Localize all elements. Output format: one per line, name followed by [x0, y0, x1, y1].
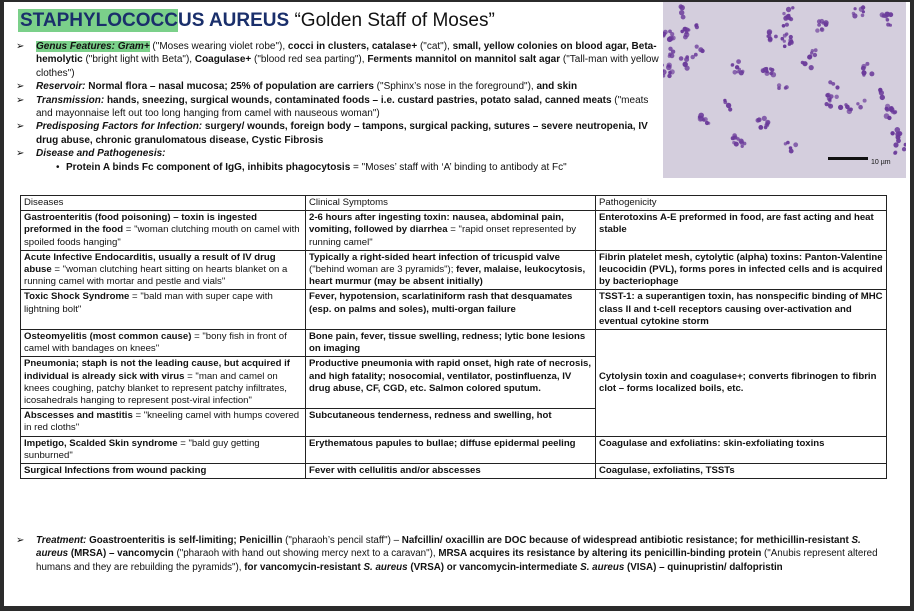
coccus-cell	[667, 37, 673, 43]
scale-bar	[828, 157, 868, 160]
coccus-cell	[723, 100, 727, 104]
arrow-bullet-icon: ➢	[16, 81, 25, 93]
coccus-cell	[767, 34, 771, 38]
coccus-cell	[726, 103, 731, 108]
pathogenicity-text: TSST-1: a superantigen toxin, has nonspecific binding of MHC class II and t-cell receptors causing over-activation and eventual cytokine storm	[599, 291, 883, 327]
coccus-cell	[815, 28, 819, 32]
scale-label: 10 µm	[871, 159, 891, 166]
pathogenicity-text: Coagulase, exfoliatins, TSSTs	[599, 465, 735, 477]
bullet-protein-a	[14, 161, 659, 174]
coccus-cell	[763, 67, 768, 72]
coccus-cell	[854, 7, 857, 10]
disease-name: Impetigo, Scalded Skin syndrome	[24, 437, 178, 449]
coccus-cell	[825, 102, 829, 106]
pathogenicity-cell	[596, 290, 887, 330]
coccus-cell	[889, 106, 893, 110]
coccus-cell	[885, 107, 889, 111]
pathogenicity-text: Enterotoxins A-E preformed in food, are fast acting and heat stable	[599, 212, 874, 236]
disease-name: Surgical Infections from wound packing	[24, 465, 207, 477]
coccus-cell	[762, 116, 767, 121]
coccus-cell	[869, 71, 874, 76]
treatment-bold-4: MRSA acquires its resistance by altering its penicillin-binding protein	[438, 548, 762, 560]
symptoms-cell	[306, 211, 596, 251]
genus-text-2: ("cat"),	[417, 41, 453, 52]
arrow-bullet-icon: ➢	[16, 535, 25, 546]
coccus-cell	[809, 65, 814, 70]
coccus-cell	[861, 5, 865, 9]
disease-name: Gastroenteritis (food poisoning) – toxin is ingested preformed in the food	[24, 212, 257, 236]
coccus-cell	[793, 142, 798, 147]
disease-mnemonic: = "woman clutching heart sitting on hearts blanket on a running camel with mortar and pestle and vials"	[24, 264, 288, 288]
disease-mnemonic: = "bald guy getting sunburned"	[24, 437, 260, 461]
coccus-cell	[886, 18, 890, 22]
coccus-cell	[852, 13, 857, 18]
coccus-cell	[668, 55, 671, 58]
title-nickname: “Golden Staff of Moses”	[294, 10, 495, 31]
genus-text-5: ("Tall-man with yellow clothes")	[36, 54, 659, 79]
coccus-cell	[698, 47, 703, 52]
gram-stain-micrograph	[663, 2, 906, 178]
coccus-cell	[862, 10, 865, 13]
feature-bullets	[14, 40, 659, 174]
pathogenicity-cell	[596, 250, 887, 290]
symptoms-text: 2-6 hours after ingesting toxin: nausea, abdominal pain, vomiting, followed by diarrhea	[309, 212, 564, 236]
coccus-cell	[728, 107, 732, 111]
transmission-bold-1: hands, sneezing, surgical wounds, contaminated foods – i.e. custard pastries, potato salad, canned meats	[104, 94, 612, 106]
pathogenicity-cell	[596, 464, 887, 479]
disease-cell	[21, 211, 306, 251]
coccus-cell	[784, 86, 787, 89]
transmission-label: Transmission:	[36, 94, 105, 106]
coccus-cell	[813, 53, 817, 57]
disease-cell	[21, 357, 306, 409]
genus-bold-3: Coagulase+	[194, 54, 252, 66]
pathogenicity-text: Fibrin platelet mesh, cytolytic (alpha) toxins: Panton-Valentine leucocidin (PVL), forms pores in infected cells and is acquired by bacteriophage	[599, 251, 883, 288]
coccus-cell	[680, 5, 685, 10]
coccus-cell	[887, 116, 891, 120]
treatment-bold-1: Goastroenteritis is self-limiting; Penicillin	[86, 535, 283, 546]
coccus-cell	[783, 34, 787, 38]
coccus-cell	[774, 35, 778, 39]
treatment-text-1: ("pharaoh’s pencil staff") –	[282, 535, 402, 546]
genus-bold-4: Ferments mannitol on mannitol salt agar	[367, 54, 561, 66]
coccus-cell	[865, 62, 869, 66]
coccus-cell	[679, 10, 684, 15]
coccus-cell	[782, 12, 785, 15]
coccus-cell	[771, 72, 776, 77]
predisposing-label: Predisposing Factors for Infection:	[36, 121, 203, 133]
bullet-reservoir	[14, 80, 659, 93]
table-row	[21, 290, 887, 330]
coccus-cell	[789, 40, 794, 45]
coccus-cell	[685, 66, 690, 71]
table-row	[21, 436, 887, 463]
disease-mnemonic: = "man and camel on knees coughing, patchy blanket to represent patchy infiltrates, icosahedrals hanging to represent post-viral infection"	[24, 370, 287, 407]
genus-label: Genus Features: Gram+	[36, 41, 150, 52]
predisposing-bold-1: surgery/ wounds, foreign body – tampons, surgical packing, sutures – severe neutropenia, IV drug abuse, chronic granulomatous disease, Cystic Fibrosis	[36, 121, 648, 146]
coccus-cell	[777, 86, 781, 90]
coccus-cell	[670, 32, 674, 36]
coccus-cell	[828, 98, 831, 101]
coccus-cell	[679, 56, 684, 61]
genus-bold-1: cocci in clusters, catalase+	[287, 41, 418, 52]
treatment-text-3: ("Anubis represent altered humans and they are rebuilding the pyramids"),	[36, 548, 878, 573]
header-clinical-symptoms: Clinical Symptoms	[306, 196, 596, 211]
coccus-cell	[844, 103, 847, 106]
coccus-cell	[861, 66, 866, 71]
symptoms-cell	[306, 357, 596, 409]
symptoms-mnemonic: ("behind woman are 3 pyramids");	[309, 264, 457, 276]
coccus-cell	[783, 16, 788, 21]
coccus-cell	[736, 59, 741, 64]
coccus-cell	[890, 131, 894, 135]
disease-cell	[21, 409, 306, 436]
treatment-text-2: ("pharaoh with hand out showing mercy next to a caravan"),	[173, 548, 439, 560]
disease-mnemonic: = "kneeling camel with humps covered in red cloths"	[24, 410, 300, 434]
symptoms-cell	[306, 330, 596, 357]
coccus-cell	[681, 15, 686, 20]
symptoms-cell	[306, 436, 596, 463]
coccus-cell	[666, 65, 672, 71]
symptoms-cell	[306, 409, 596, 436]
coccus-cell	[733, 70, 738, 75]
disease-name: Toxic Shock Syndrome	[24, 291, 130, 303]
treatment-italic-1: S. aureus	[36, 535, 861, 560]
coccus-cell	[741, 145, 744, 148]
coccus-cell	[895, 132, 900, 137]
symptoms-text: Typically a right-sided heart infection of tricuspid valve	[309, 251, 560, 263]
coccus-cell	[758, 125, 763, 130]
coccus-cell	[789, 149, 794, 154]
bullet-predisposing	[14, 120, 659, 147]
coccus-cell	[770, 68, 774, 72]
pathogenicity-text: Coagulase and exfoliatins: skin-exfoliating toxins	[599, 437, 825, 449]
coccus-cell	[838, 105, 843, 110]
header-diseases: Diseases	[21, 196, 306, 211]
coccus-cell	[894, 151, 898, 155]
coccus-cell	[735, 65, 739, 69]
pathogenicity-text: Cytolysin toxin and coagulase+; converts fibrinogen to fibrin clot – forms localized boils, etc.	[599, 370, 877, 394]
symptoms-cell	[306, 290, 596, 330]
treatment-bold-7: (VISA) – quinupristin/ dalfopristin	[624, 561, 783, 573]
genus-text-3: ("bright light with Beta"),	[82, 54, 195, 66]
coccus-cell	[668, 47, 672, 51]
page-title	[18, 10, 495, 32]
title-highlight: STAPHYLOCOCC	[20, 10, 178, 31]
coccus-cell	[862, 74, 865, 77]
treatment-italic-3: S. aureus	[580, 561, 625, 573]
coccus-cell	[767, 29, 772, 34]
coccus-cell	[707, 122, 710, 125]
coccus-cell	[684, 57, 689, 62]
coccus-cell	[667, 74, 671, 78]
coccus-cell	[878, 88, 882, 92]
coccus-cell	[694, 53, 698, 57]
coccus-cell	[732, 133, 737, 138]
arrow-bullet-icon: ➢	[16, 94, 25, 106]
coccus-cell	[685, 27, 690, 32]
table-header-row	[21, 196, 887, 211]
coccus-cell	[888, 12, 893, 17]
treatment-bold-3: (MRSA) – vancomycin	[68, 548, 174, 560]
disease-cell	[21, 464, 306, 479]
symptoms-cell	[306, 464, 596, 479]
coccus-cell	[683, 35, 688, 40]
coccus-cell	[695, 45, 699, 49]
symptoms-mnemonic: = "rapid onset represented by running camel"	[309, 224, 577, 248]
disease-cell	[21, 436, 306, 463]
coccus-cell	[781, 37, 785, 41]
treatment-bullet	[14, 534, 894, 574]
coccus-cell	[835, 85, 839, 89]
coccus-cell	[824, 22, 829, 27]
symptoms-text: Bone pain, fever, tissue swelling, redness; lytic bone lesions on imaging	[309, 331, 586, 355]
disease-name: Osteomyelitis (most common cause)	[24, 331, 192, 343]
disease-name: Acute Infective Endocarditis, usually a result of IV drug abuse	[24, 251, 276, 276]
treatment-bold-2: Nafcillin/ oxacillin are DOC because of widespread antibiotic resistance; for methicillin-resistant	[401, 535, 852, 546]
table-row	[21, 211, 887, 251]
coccus-cell	[814, 48, 818, 52]
coccus-cell	[765, 120, 770, 125]
coccus-cell	[757, 117, 762, 122]
micrograph-image	[663, 2, 906, 178]
genus-text-4: ("blood red sea parting"),	[251, 54, 368, 66]
coccus-cell	[786, 7, 791, 12]
coccus-cell	[663, 30, 668, 35]
coccus-cell	[731, 63, 734, 66]
coccus-cell	[820, 28, 825, 33]
protein-a-bold: Protein A binds Fc component of IgG, inhibits phagocytosis	[66, 161, 351, 173]
symptoms-text: Fever with cellulitis and/or abscesses	[309, 465, 481, 477]
arrow-bullet-icon: ➢	[16, 148, 25, 160]
treatment-text	[14, 534, 894, 574]
coccus-cell	[856, 102, 859, 105]
coccus-cell	[893, 142, 898, 147]
disease-mnemonic: = "woman clutching mouth on camel with spoiled foods hanging"	[24, 224, 300, 248]
arrow-bullet-icon: ➢	[16, 121, 25, 133]
document-page	[4, 2, 910, 606]
coccus-cell	[782, 24, 786, 28]
reservoir-text-1: ("Sphinx’s nose in the foreground"),	[373, 81, 537, 93]
bullet-genus	[14, 40, 659, 80]
coccus-cell	[783, 45, 787, 49]
symptoms-text: Fever, hypotension, scarlatiniform rash that desquamates (esp. on palms and soles), multi-organ failure	[309, 291, 573, 315]
disease-cell	[21, 290, 306, 330]
disease-name: Abscesses and mastitis	[24, 410, 133, 422]
disease-label: Disease and Pathogenesis:	[36, 148, 166, 160]
genus-text-1: ("Moses wearing violet robe"),	[149, 41, 288, 52]
coccus-cell	[670, 69, 675, 74]
coccus-cell	[808, 54, 812, 58]
table-row	[21, 330, 887, 357]
coccus-cell	[896, 138, 901, 143]
coccus-cell	[732, 141, 736, 145]
coccus-cell	[786, 141, 790, 145]
symptoms-text: Erythematous papules to bullae; diffuse epidermal peeling	[309, 437, 576, 449]
coccus-cell	[817, 23, 821, 27]
coccus-cell	[863, 99, 867, 103]
coccus-cell	[884, 12, 889, 17]
header-pathogenicity: Pathogenicity	[596, 196, 887, 211]
disease-mnemonic: = "bony fish in front of camel with bandages on knees"	[24, 331, 287, 355]
dot-bullet-icon: •	[56, 161, 60, 173]
table-row	[21, 464, 887, 479]
title-rest: US AUREUS	[177, 10, 290, 31]
bullet-disease	[14, 147, 659, 160]
disease-mnemonic: = "bald man with super cape with lightning bolt"	[24, 291, 273, 315]
coccus-cell	[892, 111, 896, 115]
table-row	[21, 250, 887, 290]
disease-cell	[21, 330, 306, 357]
treatment-bold-5: for vancomycin-resistant	[244, 561, 364, 573]
disease-table	[20, 195, 887, 479]
symptoms-text: Subcutaneous tenderness, redness and swelling, hot	[309, 410, 552, 422]
reservoir-label: Reservoir:	[36, 81, 86, 93]
coccus-cell	[828, 104, 833, 109]
treatment-italic-2: S. aureus	[363, 561, 408, 573]
protein-a-text: = "Moses’ staff with ‘A’ binding to antibody at Fc"	[350, 161, 567, 173]
coccus-cell	[801, 61, 805, 65]
coccus-cell	[858, 105, 863, 110]
coccus-cell	[828, 80, 832, 84]
coccus-cell	[785, 23, 789, 27]
coccus-cell	[880, 95, 885, 100]
symptoms-text-2: fever, malaise, leukocytosis, heart murmur (may be absent initially)	[309, 264, 586, 288]
coccus-cell	[695, 23, 699, 27]
arrow-bullet-icon: ➢	[16, 41, 25, 52]
genus-bold-2: small, yellow colonies on blood agar, Beta-hemolytic	[36, 41, 657, 66]
disease-cell	[21, 250, 306, 290]
treatment-label: Treatment:	[36, 535, 87, 546]
reservoir-bold-1: Normal flora – nasal mucosa; 25% of population are carriers	[85, 81, 374, 93]
pathogenicity-cell	[596, 436, 887, 463]
reservoir-bold-2: and skin	[536, 81, 578, 93]
coccus-cell	[861, 14, 865, 18]
coccus-cell	[791, 6, 794, 9]
coccus-cell	[889, 24, 892, 27]
coccus-cell	[835, 95, 839, 99]
bullet-transmission	[14, 94, 659, 121]
symptoms-cell	[306, 250, 596, 290]
transmission-text-1: ("meats and mayonnaise left out too long hanging from camel with nauseous woman")	[36, 94, 649, 120]
symptoms-text: Productive pneumonia with rapid onset, high rate of necrosis, and high fatality; nosocomial, ventilator, postinfluenza, IV drug abuse, CF, CGD, etc. Salmon colored sputum.	[309, 358, 591, 394]
pathogenicity-cell	[596, 211, 887, 251]
treatment-bold-6: (VRSA) or vancomycin-intermediate	[407, 561, 581, 573]
disease-name: Pneumonia; staph is not the leading cause, but acquired if individual is already sick with virus	[24, 358, 290, 382]
coccus-cell	[739, 140, 744, 145]
pathogenicity-cell	[596, 330, 887, 437]
coccus-cell	[811, 49, 814, 52]
coccus-cell	[698, 116, 704, 122]
